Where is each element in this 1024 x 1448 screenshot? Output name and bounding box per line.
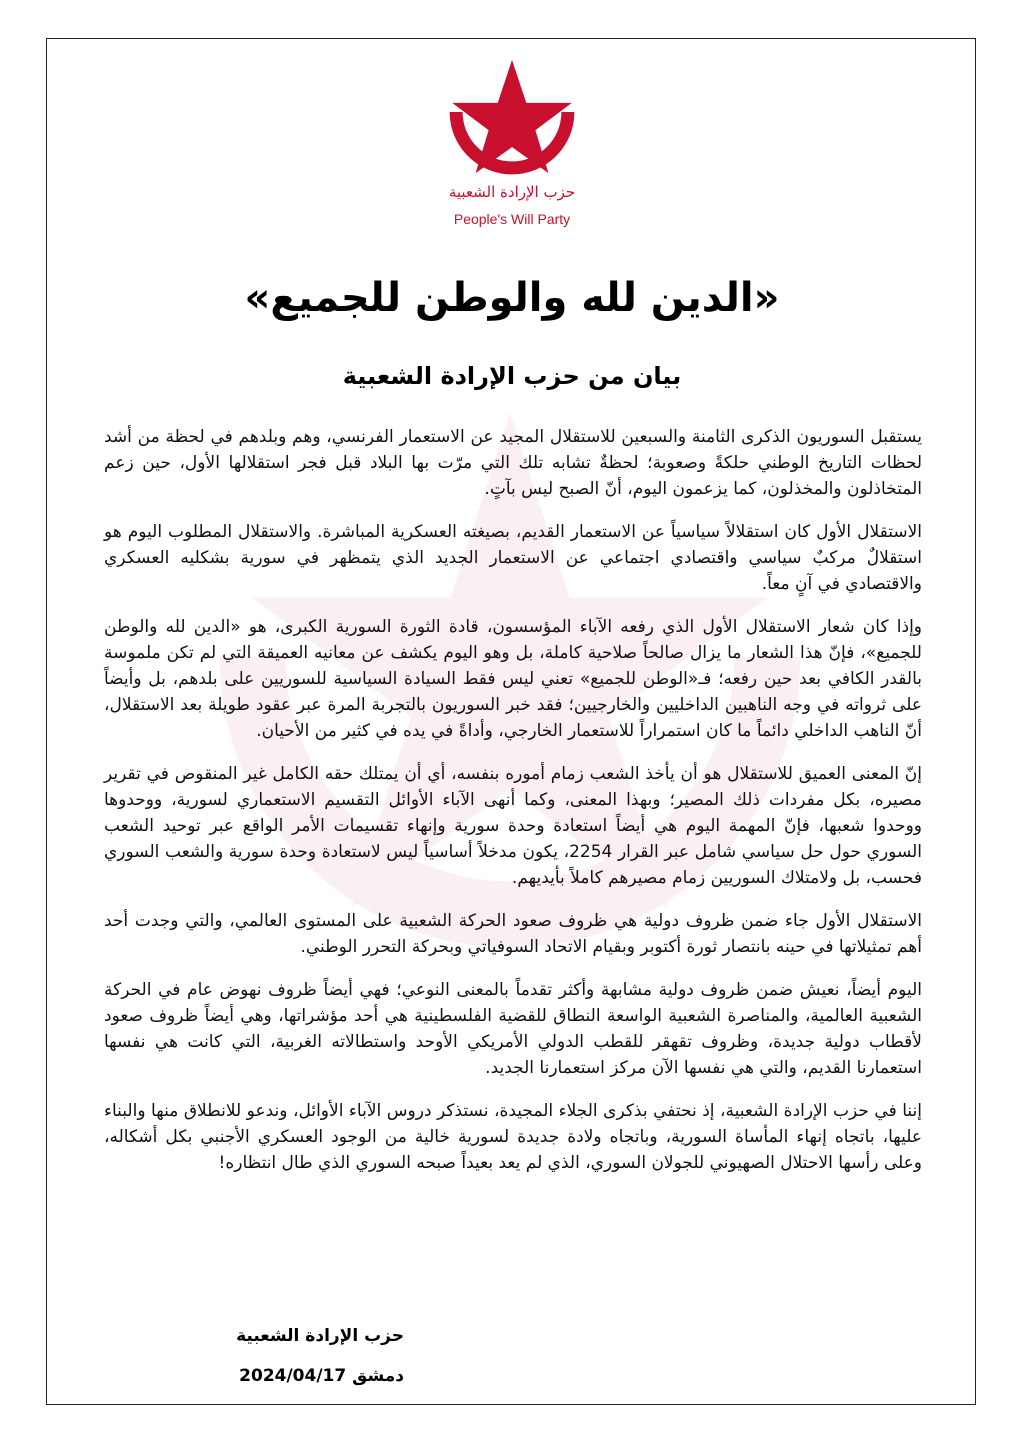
logo-party-name-arabic: حزب الإرادة الشعبية	[448, 183, 576, 201]
signature-block	[104, 1316, 404, 1396]
paragraph: يستقبل السوريون الذكرى الثامنة والسبعين للاستقلال المجيد عن الاستعمار الفرنسي، وهم وبلدهم في لحظة من أشد لحظات التاريخ الوطني حلكةً وصعوبة؛ لحظةٌ تشابه تلك التي مرّت بها البلاد قبل فجر استقلالها الأول، حين زعم المتخاذلون والمخذلون، كما يزعمون اليوم، أنّ الصبح ليس بآتٍ.	[104, 427, 922, 499]
signature-party: حزب الإرادة الشعبية	[236, 1326, 404, 1346]
paragraph: وإذا كان شعار الاستقلال الأول الذي رفعه الآباء المؤسسون، قادة الثورة السورية الكبرى، هو «الدين لله والوطن للجميع»، فإنّ هذا الشعار ما يزال صالحاً صلاحية كاملة، بل وهو اليوم يكشف عن معانيه العميقة التي لم تكن ملموسة بالقدر الكافي بعد حين رفعه؛ فـ«الوطن للجميع» تعني ليس فقط السيادة السياسية للسوريين على بلدهم، بل وأيضاً على ثرواته في وجه الناهبين الداخليين والخارجيين؛ فقد خبر السوريون بالتجربة المرة عبر عقود طويلة بعد الاستقلال، أنّ الناهب الداخلي دائماً ما كان استمراراً للاستعمار الخارجي، وأداةً في يده في كثير من الأحيان.	[104, 617, 922, 741]
document-title: «الدين لله والوطن للجميع»	[244, 275, 780, 321]
statement-body	[104, 424, 922, 1193]
paragraph: إننا في حزب الإرادة الشعبية، إذ نحتفي بذكرى الجلاء المجيدة، نستذكر دروس الآباء الأوائل، وندعو للانطلاق منها والبناء عليها، باتجاه إنهاء المأساة السورية، وباتجاه ولادة جديدة لسورية خالية من الوجود العسكري الأجنبي بكل أشكاله، وعلى رأسها الاحتلال الصهيوني للجولان السوري، الذي لم يعد بعيداً صبحه السوري الذي طال انتظاره!	[104, 1101, 922, 1173]
party-logo-icon	[447, 60, 577, 190]
paragraph: الاستقلال الأول كان استقلالاً سياسياً عن الاستعمار القديم، بصيغته العسكرية المباشرة. والاستقلال المطلوب اليوم هو استقلالٌ مركبٌ سياسي واقتصادي اجتماعي عن الاستعمار الجديد الذي يتمظهر في سورية بشكليه العسكري والاقتصادي في آنٍ معاً.	[104, 522, 922, 594]
logo-party-name-english: People's Will Party	[453, 211, 571, 227]
paragraph: الاستقلال الأول جاء ضمن ظروف دولية هي ظروف صعود الحركة الشعبية على المستوى العالمي، والتي وجدت أحد أهم تمثيلاتها في حينه بانتصار ثورة أكتوبر وبقيام الاتحاد السوفياتي وبحركة التحرر الوطني.	[104, 911, 922, 957]
signature-place-date: دمشق 2024/04/17	[239, 1366, 404, 1386]
document-subtitle: بيان من حزب الإرادة الشعبية	[342, 362, 682, 390]
paragraph: اليوم أيضاً، نعيش ضمن ظروف دولية مشابهة وأكثر تقدماً بالمعنى النوعي؛ فهي أيضاً ظروف نهوض عام في الحركة الشعبية العالمية، والمناصرة الشعبية الواسعة النطاق للقضية الفلسطينية هي أحد مؤشراتها، وهي أيضاً ظروف صعود لأقطاب دولية جديدة، وظروف تقهقر للقطب الدولي الأمريكي الأوحد واستطالاته الغربية، التي كانت هي نفسها استعمارنا القديم، والتي هي نفسها الآن مركز استعمارنا الجديد.	[104, 980, 922, 1078]
paragraph: إنّ المعنى العميق للاستقلال هو أن يأخذ الشعب زمام أموره بنفسه، أي أن يمتلك حقه الكامل غير المنقوص في تقرير مصيره، بكل مفردات ذلك المصير؛ وبهذا المعنى، وكما أنهى الآباء الأوائل التقسيم الاستعماري لسورية، ووحدوها ووحدوا شعبها، فإنّ المهمة اليوم هي أيضاً استعادة وحدة سورية وإنهاء تقسيمات الأمر الواقع عبر توحيد الشعب السوري حول حل سياسي شامل عبر القرار 2254، يكون مدخلاً أساسياً ليس لاستعادة وحدة سورية والشعب السوري فحسب، بل ولامتلاك السوريين زمام مصيرهم كاملاً بأيديهم.	[104, 764, 923, 888]
